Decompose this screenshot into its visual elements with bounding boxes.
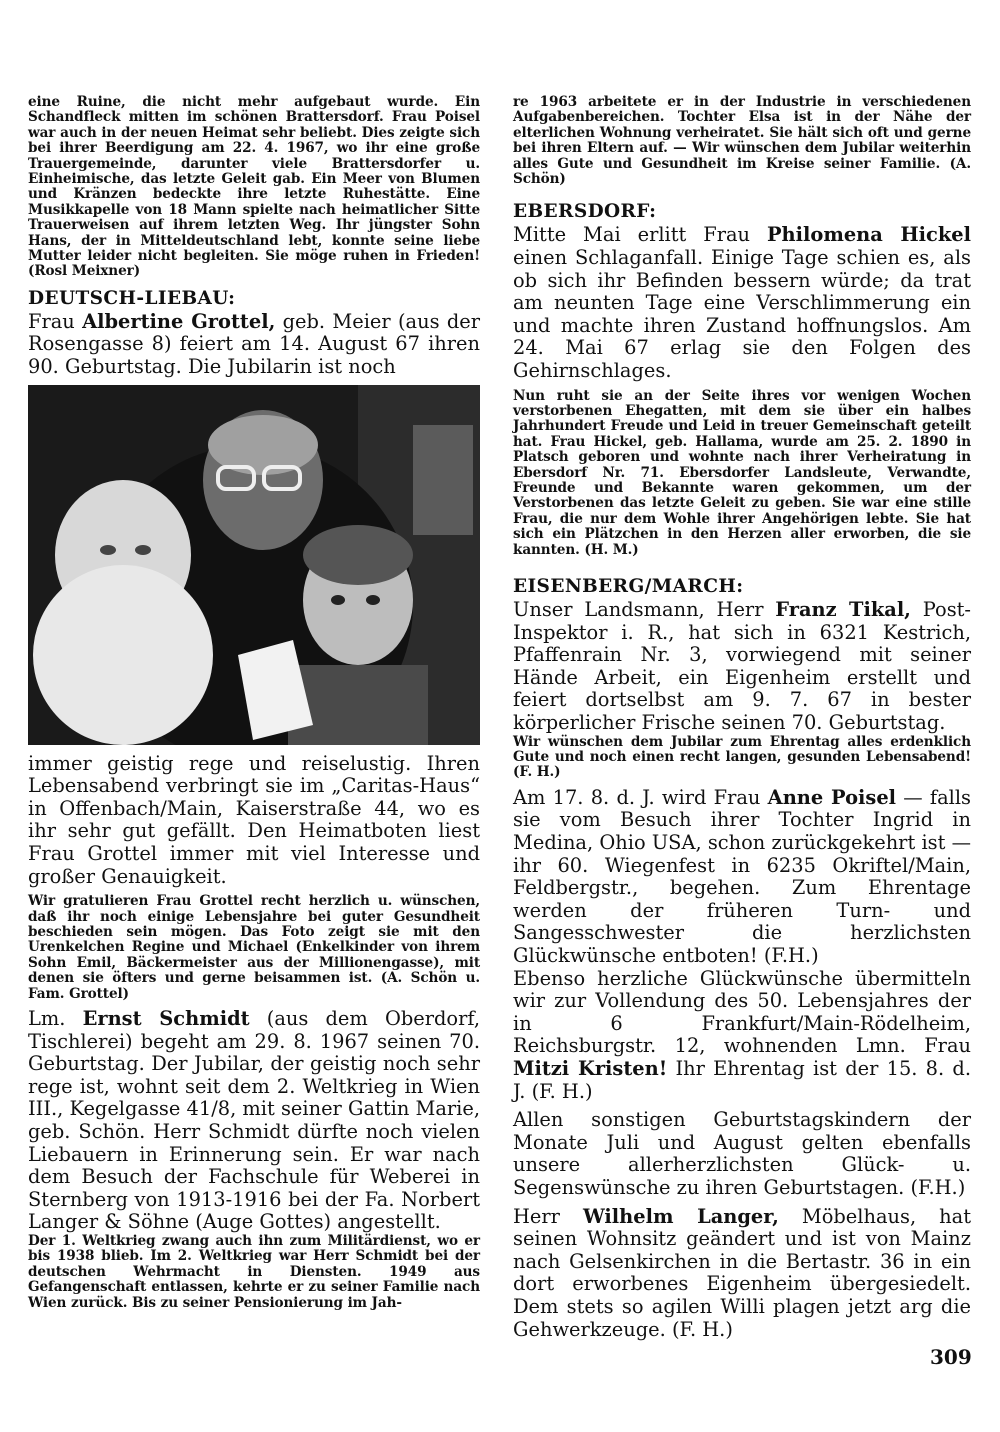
- article-allen-geburtstagskinder: Allen sonstigen Geburtstagskindern der Monate Juli und August gelten ebenfalls unsere allerherzlichsten Glück- u. Segenswünsche zu ihren Geburtstagen. (F.H.): [513, 1108, 971, 1199]
- photo-image: [28, 385, 480, 745]
- article-kristen: Ebenso herzliche Glückwünsche übermitteln wir zur Vollendung des 50. Lebensjahres der in 6 Frankfurt/Main-Rödelheim, Reichsburgstr. 12, wohnenden Lmn. Frau Mitzi Kristen! Ihr Ehrentag ist der 15. 8. d. J. (F. H.): [513, 966, 971, 1103]
- heading-ebersdorf: EBERSDORF:: [513, 201, 657, 223]
- name-franz-tikal: Franz Tikal,: [775, 598, 911, 622]
- heading-eisenberg-march: EISENBERG/MARCH:: [513, 576, 744, 598]
- name-ernst-schmidt: Ernst Schmidt: [82, 1007, 250, 1031]
- name-philomena-hickel: Philomena Hickel: [766, 223, 971, 247]
- name-wilhelm-langer: Wilhelm Langer,: [582, 1204, 779, 1228]
- right-column: [513, 95, 971, 1341]
- article-hickel: Mitte Mai erlitt Frau Philomena Hickel einen Schlaganfall. Einige Tage schien es, als ob sich ihr Befinden bessern würde; da trat am neunten Tage eine Verschlimmerung ein und machte ihren Zustand hoffnungslos. Am 24. Mai 67 erlag sie den Folgen des Gehirnschlages.: [513, 223, 971, 382]
- greeting-grottel: Wir gratulieren Frau Grottel recht herzlich u. wünschen, daß ihr noch einige Lebensjahre bei guter Gesundheit beschieden sein mögen. Das Foto zeigt sie mit den Urenkelchen Regine und Michael (Enkelkinder von ihrem Sohn Emil, Bäckermeister aus der Millionengasse), mit denen sie öfters und gerne beisammen ist. (A. Schön u. Fam. Grottel): [28, 893, 480, 1002]
- obituary-hickel: Nun ruht sie an der Seite ihres vor wenigen Wochen verstorbenen Ehegatten, mit dem sie über ein halbes Jahrhundert Freude und Leid in treuer Gemeinschaft geteilt hat. Frau Hickel, geb. Hallama, wurde am 25. 2. 1890 in Platsch geboren und wohnte nach ihrer Verheiratung in Ebersdorf Nr. 71. Ebersdorfer Landsleute, Verwandte, Freunde und Bekannte waren gekommen, um der Verstorbenen das letzte Geleit zu geben. Sie war eine stille Frau, die nur dem Wohle ihrer Angehörigen lebte. Sie hat sich ein Plätzchen in den Herzen aller erworben, die sie kannten. (H. M.): [513, 387, 971, 558]
- article-grottel: Frau Albertine Grottel, geb. Meier (aus der Rosengasse 8) feiert am 14. August 67 ihren 90. Geburtstag. Die Jubilarin ist noch: [28, 309, 480, 379]
- article-poisel: Am 17. 8. d. J. wird Frau Anne Poisel — falls sie vom Besuch ihrer Tochter Ingrid in Medina, Ohio USA, schon zurückgekehrt ist — ihr 60. Wiegenfest in 6235 Okriftel/Main, Feldbergstr., begehen. Zum Ehrentage werden der früheren Turn- und Sangesschwester die herzlichsten Glückwünsche entboten! (F.H.): [513, 785, 972, 967]
- name-mitzi-kristen: Mitzi Kristen!: [513, 1056, 668, 1080]
- obituary-poisel-continuation: eine Ruine, die nicht mehr aufgebaut wurde. Ein Schandfleck mitten im schönen Brattersdorf. Frau Poisel war auch in der neuen Heimat sehr beliebt. Dies zeigte sich bei ihrer Beerdigung am 22. 4. 1967, wo ihr eine große Trauergemeinde, darunter viele Brattersdorfer u. Einheimische, das letzte Geleit gab. Ein Meer von Blumen und Kränzen bedeckte ihre letzte Ruhestätte. Eine Musikkapelle von 18 Mann spielte nach heimatlicher Sitte Trauerweisen auf ihrem letzten Weg. Ihr jüngster Sohn Hans, der in Mitteldeutschland lebt, konnte seine liebe Mutter leider nicht begleiten. Sie möge ruhen in Frieden! (Rosl Meixner): [28, 94, 480, 280]
- left-column: [28, 95, 480, 1311]
- article-langer: Herr Wilhelm Langer, Möbelhaus, hat seinen Wohnsitz geändert und ist von Mainz nach Gelsenkirchen in die Bertastr. 36 in ein dort erworbenes Eigenheim übergesiedelt. Dem stets so agilen Willi plagen jetzt arg die Gehwerkzeuge. (F. H.): [513, 1204, 972, 1341]
- article-schmidt: Lm. Ernst Schmidt (aus dem Oberdorf, Tischlerei) begeht am 29. 8. 1967 seinen 70. Geburtstag. Der Jubilar, der geistig noch sehr rege ist, wohnt seit dem 2. Weltkrieg in Wien III., Kegelgasse 41/8, mit seiner Gattin Marie, geb. Schön. Herr Schmidt dürfte noch vielen Liebauern in Erinnerung sein. Er war nach dem Besuch der Fachschule für Weberei in Sternberg von 1913-1916 bei der Fa. Norbert Langer & Söhne (Auge Gottes) angestellt.: [28, 1007, 481, 1234]
- heading-deutsch-liebau: DEUTSCH-LIEBAU:: [28, 287, 236, 309]
- article-tikal: Unser Landsmann, Herr Franz Tikal, Post-Inspektor i. R., hat sich in 6321 Kestrich, Pfaffenrain Nr. 3, vorwiegend mit seiner Hände Arbeit, ein Eigenheim erstellt und feiert dortselbst am 9. 7. 67 in bester körperlicher Frische seinen 70. Geburtstag.: [513, 598, 971, 735]
- photo-grottel-with-great-grandchildren: [28, 385, 480, 745]
- name-albertine-grottel: Albertine Grottel,: [82, 309, 276, 333]
- article-grottel-continued: immer geistig rege und reiselustig. Ihren Lebensabend verbringt sie im „Caritas-Haus“ in Offenbach/Main, Kaiserstraße 44, wo es ihr sehr gut gefällt. Den Heimatboten liest Frau Grottel immer mit viel Interesse und großer Genauigkeit.: [28, 751, 480, 888]
- article-schmidt-detail: Der 1. Weltkrieg zwang auch ihn zum Militärdienst, wo er bis 1938 blieb. Im 2. Weltkrieg war Herr Schmidt bei der deutschen Wehrmacht in Diensten. 1949 aus Gefangenschaft entlassen, kehrte er zu seiner Familie nach Wien zurück. Bis zu seiner Pensionierung im Jah-: [28, 1233, 480, 1311]
- article-schmidt-detail-continued: re 1963 arbeitete er in der Industrie in verschiedenen Aufgabenbereichen. Tochter Elsa ist in der Nähe der elterlichen Wohnung verheiratet. Sie hält sich oft und gerne bei ihren Eltern auf. — Wir wünschen dem Jubilar weiterhin alles Gute und Gesundheit im Kreise seiner Familie. (A. Schön): [513, 94, 971, 188]
- greeting-tikal: Wir wünschen dem Jubilar zum Ehrentag alles erdenklich Gute und noch einen recht langen, gesunden Lebensabend! (F. H.): [513, 733, 971, 781]
- page-number: 309: [930, 1345, 972, 1369]
- name-anne-poisel: Anne Poisel: [767, 785, 897, 809]
